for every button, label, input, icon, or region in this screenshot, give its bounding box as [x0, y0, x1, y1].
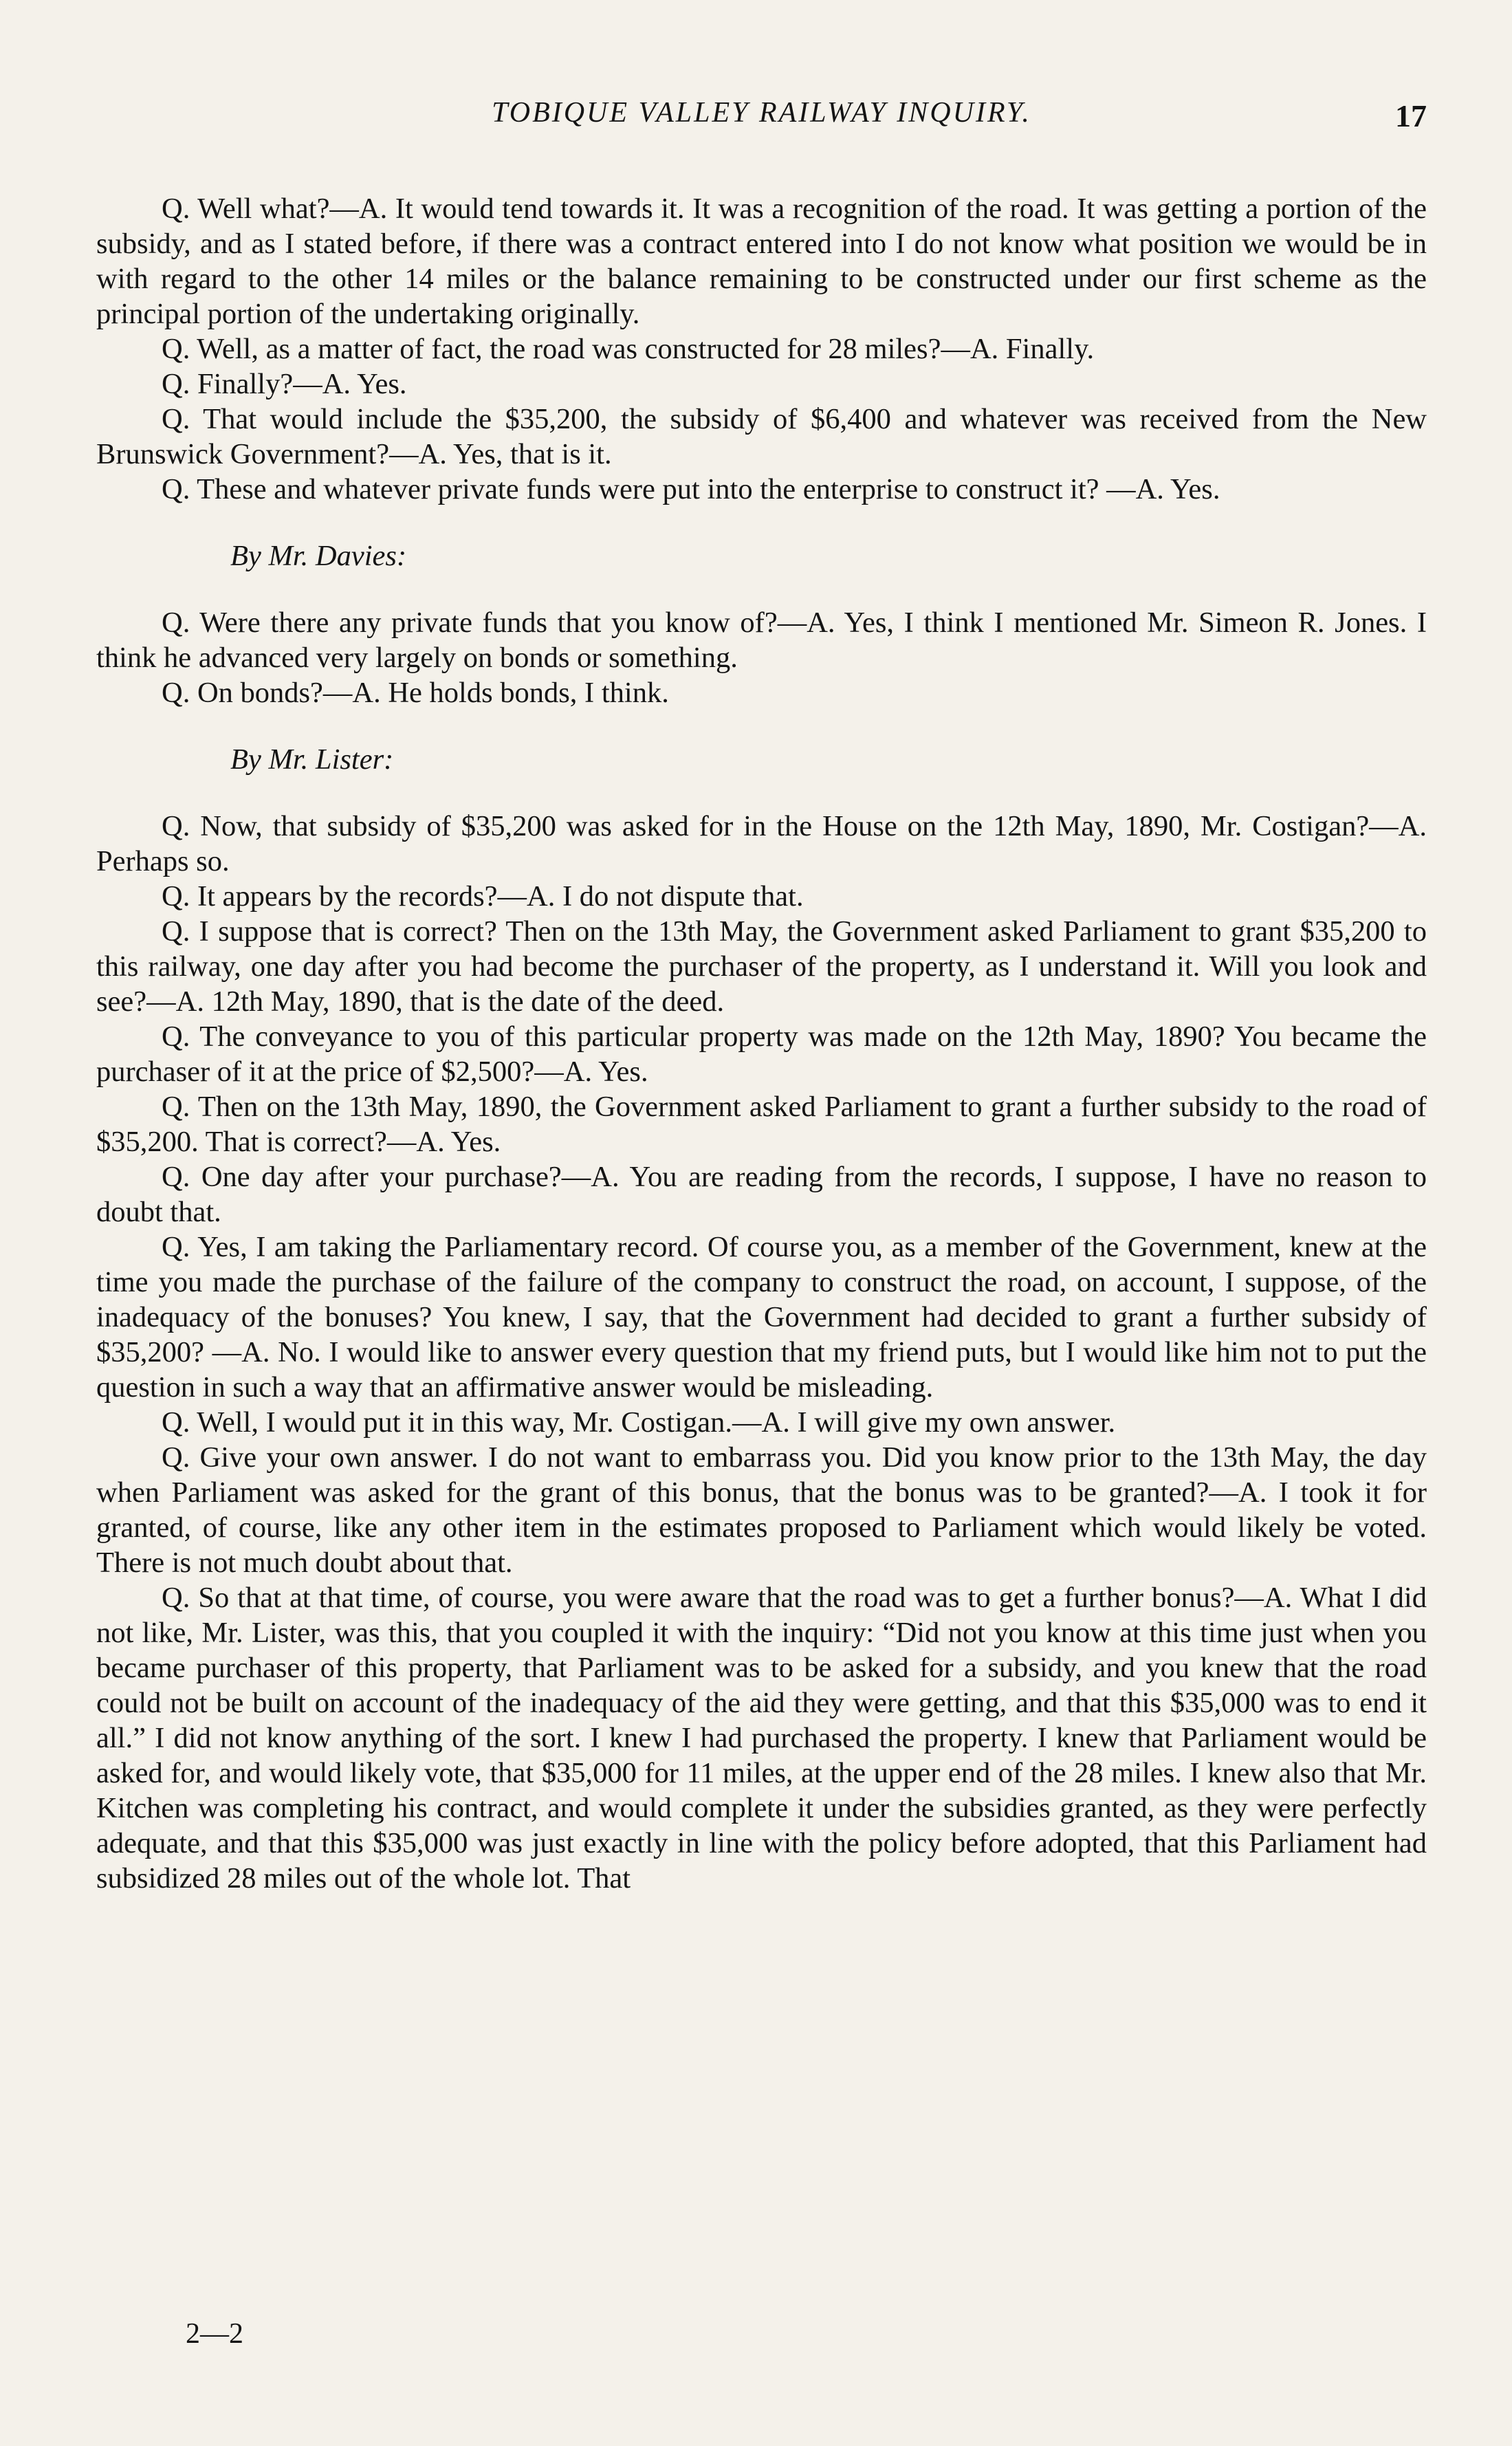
paragraph: Q. Well, I would put it in this way, Mr. Costigan.—A. I will give my own answer. — [162, 1406, 1116, 1439]
paragraph: Q. So that at that time, of course, you were aware that the road was to get a further bonus?—A. What I did not like, Mr. Lister, was this, that you coupled it with the inquiry: “Did not you know at this time just when you became purchaser of this property, that Parliament was to be asked for a subsidy, and you knew that the road could not be built on account of the inadequacy of the aid they were getting, and that this $35,000 was to end it all.” I did not know anything of the sort. I knew I had purchased the property. I knew that Parliament would be asked for, and would likely vote, that $35,000 for 11 miles, at the upper end of the 28 miles. I knew also that Mr. Kitchen was completing his contract, and would complete it under the subsidies granted, as they were perfectly adequate, and that this $35,000 was just exactly in line with the policy before adopted, that this Parliament had subsidized 28 miles out of the whole lot. That — [96, 1582, 1427, 1894]
paragraph: Q. Give your own answer. I do not want to embarrass you. Did you know prior to the 13th May, the day when Parliament was asked for the grant of this bonus, that the bonus was to be granted?—A. I took it for granted, of course, like any other item in the estimates proposed to Parliament which would likely be voted. There is not much doubt about that. — [96, 1441, 1427, 1579]
paragraph: Q. I suppose that is correct? Then on the 13th May, the Government asked Parliament to grant $35,200 to this railway, one day after you had become the purchaser of the property, as I understand it. Will you look and see?—A. 12th May, 1890, that is the date of the deed. — [96, 915, 1427, 1018]
page-header — [96, 96, 1427, 144]
page-body — [96, 191, 1427, 1896]
page-number: 17 — [1395, 98, 1427, 133]
paragraph: Q. It appears by the records?—A. I do not dispute that. — [162, 880, 804, 913]
paragraph: Q. One day after your purchase?—A. You are reading from the records, I suppose, I have no reason to doubt that. — [96, 1161, 1427, 1228]
paragraph: Q. Then on the 13th May, 1890, the Government asked Parliament to grant a further subsidy to the road of $35,200. That is correct?—A. Yes. — [96, 1091, 1427, 1158]
running-title: TOBIQUE VALLEY RAILWAY INQUIRY. — [492, 97, 1031, 129]
paragraph: Q. On bonds?—A. He holds bonds, I think. — [162, 677, 669, 709]
paragraph: Q. Yes, I am taking the Parliamentary record. Of course you, as a member of the Government, knew at the time you made the purchase of the failure of the company to construct the road, on account, I suppose, of the inadequacy of the bonuses? You knew, I say, that the Government had decided to grant a further subsidy of $35,200? —A. No. I would like to answer every question that my friend puts, but I would like him not to put the question in such a way that an affirmative answer would be misleading. — [96, 1231, 1427, 1404]
paragraph: Q. Now, that subsidy of $35,200 was asked for in the House on the 12th May, 1890, Mr. Costigan?—A. Perhaps so. — [96, 810, 1427, 877]
paragraph: Q. These and whatever private funds were put into the enterprise to construct it? —A. Yes. — [162, 473, 1220, 505]
paragraph: Q. That would include the $35,200, the subsidy of $6,400 and whatever was received from the New Brunswick Government?—A. Yes, that is it. — [96, 403, 1427, 470]
speaker-heading: By Mr. Davies: — [230, 540, 407, 572]
signature-mark: 2—2 — [186, 2318, 243, 2350]
paragraph: Q. Were there any private funds that you know of?—A. Yes, I think I mentioned Mr. Simeon R. Jones. I think he advanced very largely on bonds or something. — [96, 607, 1427, 674]
paragraph: Q. The conveyance to you of this particular property was made on the 12th May, 1890? You became the purchaser of it at the price of $2,500?—A. Yes. — [96, 1020, 1427, 1088]
paragraph: Q. Well, as a matter of fact, the road was constructed for 28 miles?—A. Finally. — [162, 333, 1095, 365]
speaker-heading: By Mr. Lister: — [230, 743, 394, 776]
paragraph: Q. Finally?—A. Yes. — [162, 368, 407, 400]
paragraph: Q. Well what?—A. It would tend towards it. It was a recognition of the road. It was getting a portion of the subsidy, and as I stated before, if there was a contract entered into I do not know what position we would be in with regard to the other 14 miles or the balance remaining to be constructed under our first scheme as the principal portion of the undertaking originally. — [96, 193, 1427, 330]
